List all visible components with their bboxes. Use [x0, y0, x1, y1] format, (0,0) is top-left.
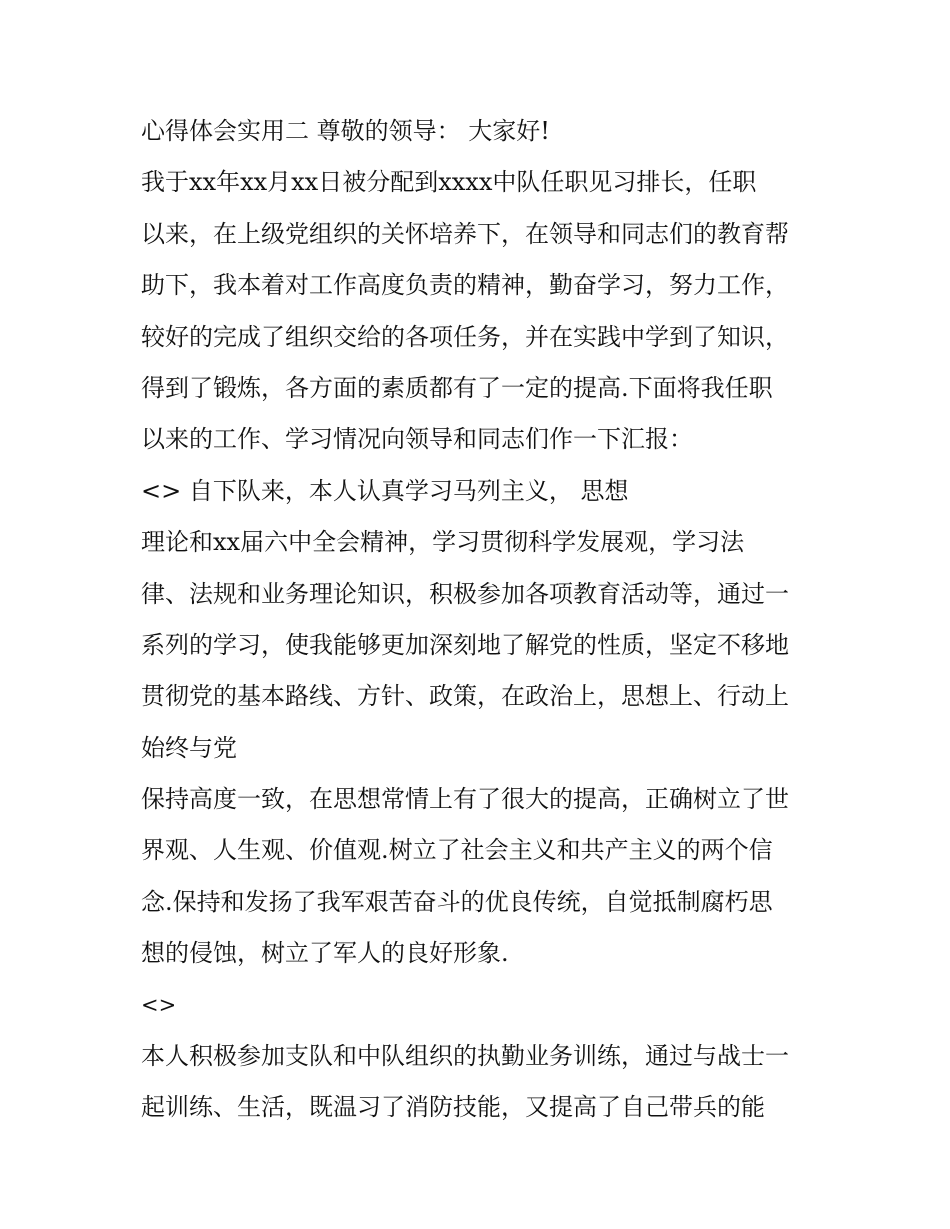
text-line: 以来的工作、学习情况向领导和同志们作一下汇报：: [141, 425, 693, 454]
section-heading-line: <> 自下队来，本人认真学习马列主义， 思想: [141, 476, 629, 505]
text-line: 较好的完成了组织交给的各项任务，并在实践中学到了知识，: [141, 322, 789, 351]
text-line: 本人积极参加支队和中队组织的执勤业务训练，通过与战士一: [141, 1042, 789, 1071]
text-line: 贯彻党的基本路线、方针、政策，在政治上，思想上、行动上: [141, 682, 789, 711]
text-line: 保持高度一致，在思想常情上有了很大的提高，正确树立了世: [141, 785, 789, 814]
text-line: 想的侵蚀，树立了军人的良好形象.: [141, 939, 509, 968]
text-line: 界观、人生观、价值观.树立了社会主义和共产主义的两个信: [141, 836, 773, 865]
text-line: 始终与党: [141, 733, 237, 762]
text-line: 律、法规和业务理论知识，积极参加各项教育活动等，通过一: [141, 579, 789, 608]
document-body: [141, 106, 821, 1134]
text-line: 得到了锻炼，各方面的素质都有了一定的提高.下面将我任职: [141, 373, 773, 402]
greeting-line: 心得体会实用二 尊敬的领导： 大家好!: [141, 117, 550, 145]
text-line: 我于xx年xx月xx日被分配到xxxx中队任职见习排长，任职: [141, 168, 757, 197]
text-line: 助下，我本着对工作高度负责的精神，勤奋学习，努力工作，: [141, 271, 789, 300]
text-line: 念.保持和发扬了我军艰苦奋斗的优良传统，自觉抵制腐朽思: [141, 887, 773, 916]
section-marker-line: <>: [141, 992, 177, 1017]
text-line: 理论和xx届六中全会精神，学习贯彻科学发展观，学习法: [141, 528, 745, 557]
text-line: 起训练、生活，既温习了消防技能，又提高了自己带兵的能: [141, 1093, 765, 1122]
text-line: 以来，在上级党组织的关怀培养下，在领导和同志们的教育帮: [141, 219, 789, 248]
text-line: 系列的学习，使我能够更加深刻地了解党的性质，坚定不移地: [141, 630, 789, 659]
